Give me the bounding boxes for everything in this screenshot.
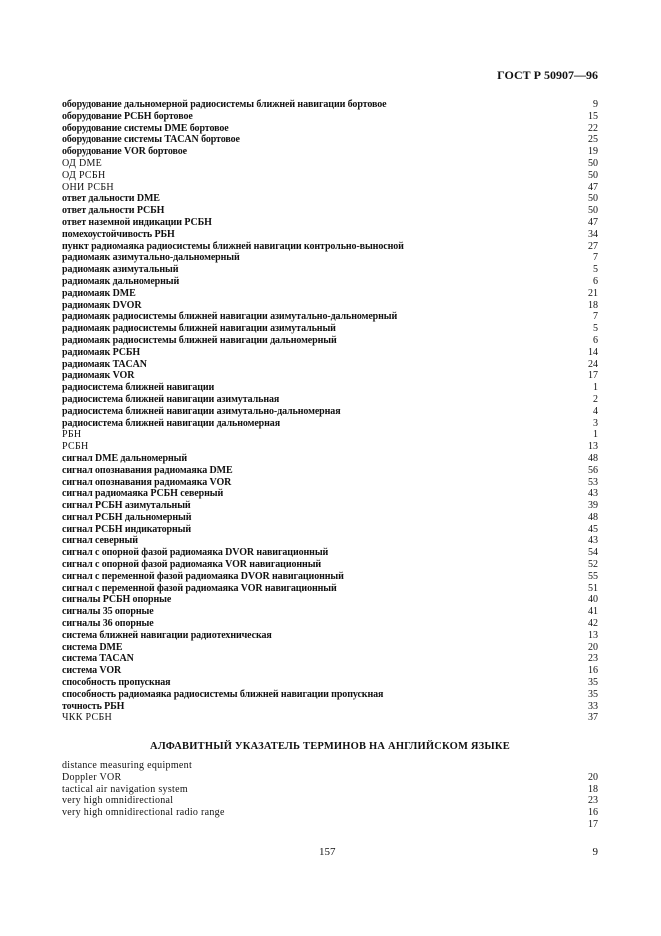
index-row	[62, 500, 598, 512]
document-code: ГОСТ Р 50907—96	[497, 68, 598, 82]
index-term: сигнал опознавания радиомаяка VOR	[62, 476, 232, 488]
index-term: радиомаяк РСБН	[62, 346, 141, 358]
index-number: 35	[588, 677, 598, 689]
index-number: 33	[588, 700, 598, 712]
index-number: 21	[588, 287, 598, 299]
index-row	[62, 535, 598, 547]
index-row	[62, 347, 598, 359]
index-row	[62, 323, 598, 335]
index-term: оборудование системы DME бортовое	[62, 122, 229, 134]
index-term: сигналы 36 опорные	[62, 618, 154, 630]
english-index-number: 20	[588, 771, 598, 783]
index-term: радиосистема ближней навигации дальномерная	[62, 417, 281, 429]
english-index-term: tactical air navigation system	[62, 783, 188, 795]
index-number: 1	[593, 429, 598, 441]
index-number: 43	[588, 535, 598, 547]
index-number: 22	[588, 122, 598, 134]
index-number: 7	[593, 252, 598, 264]
index-term: сигнал с опорной фазой радиомаяка DVOR навигационный	[62, 547, 329, 559]
index-number: 5	[593, 323, 598, 335]
index-term: способность пропускная	[62, 677, 171, 689]
index-number: 2	[593, 393, 598, 405]
english-index-row	[62, 807, 598, 819]
index-term: оборудование VOR бортовое	[62, 146, 187, 158]
index-term: способность радиомаяка радиосистемы ближней навигации пропускная	[62, 688, 384, 700]
index-row	[62, 606, 598, 618]
index-term: пункт радиомаяка радиосистемы ближней навигации контрольно-выносной	[62, 240, 404, 252]
index-row	[62, 594, 598, 606]
index-number: 3	[593, 417, 598, 429]
index-number: 19	[588, 146, 598, 158]
index-number: 20	[588, 641, 598, 653]
index-number: 48	[588, 452, 598, 464]
index-number: 40	[588, 594, 598, 606]
index-row	[62, 229, 598, 241]
index-term: сигнал радиомаяка РСБН северный	[62, 488, 224, 500]
index-number: 27	[588, 240, 598, 252]
index-number: 6	[593, 334, 598, 346]
index-number: 16	[588, 665, 598, 677]
index-number: 5	[593, 264, 598, 276]
index-term: система DME	[62, 641, 123, 653]
index-term: радиомаяк VOR	[62, 370, 135, 382]
index-row	[62, 488, 598, 500]
index-row	[62, 252, 598, 264]
index-number: 14	[588, 346, 598, 358]
index-row	[62, 288, 598, 300]
index-row	[62, 311, 598, 323]
index-row	[62, 359, 598, 371]
index-row	[62, 512, 598, 524]
index-row	[62, 370, 598, 382]
index-number: 50	[588, 169, 598, 181]
index-row	[62, 712, 598, 724]
index-number: 23	[588, 653, 598, 665]
index-number: 50	[588, 157, 598, 169]
english-index-term: very high omnidirectional	[62, 795, 174, 807]
index-number: 45	[588, 523, 598, 535]
english-index-row	[62, 819, 598, 831]
index-number: 34	[588, 228, 598, 240]
index-term: сигнал РСБН азимутальный	[62, 500, 191, 512]
index-row	[62, 406, 598, 418]
index-row	[62, 418, 598, 430]
index-row	[62, 689, 598, 701]
index-number: 1	[593, 382, 598, 394]
english-index-title: АЛФАВИТНЫЙ УКАЗАТЕЛЬ ТЕРМИНОВ НА АНГЛИЙСКОМ ЯЗЫКЕ	[150, 741, 510, 752]
index-row	[62, 559, 598, 571]
index-row	[62, 665, 598, 677]
index-number: 42	[588, 618, 598, 630]
index-term: оборудование РСБН бортовое	[62, 110, 193, 122]
index-number: 54	[588, 547, 598, 559]
index-row	[62, 134, 598, 146]
index-row	[62, 465, 598, 477]
index-term: радиомаяк DVOR	[62, 299, 142, 311]
index-number: 4	[593, 405, 598, 417]
english-index-number: 18	[588, 783, 598, 795]
index-number: 39	[588, 500, 598, 512]
index-term: сигнал опознавания радиомаяка DME	[62, 464, 233, 476]
index-row	[62, 276, 598, 288]
index-number: 18	[588, 299, 598, 311]
index-term: ответ дальности РСБН	[62, 205, 165, 217]
index-number: 51	[588, 582, 598, 594]
index-number: 35	[588, 688, 598, 700]
index-number: 50	[588, 193, 598, 205]
index-term: радиосистема ближней навигации азимутально-дальномерная	[62, 405, 341, 417]
index-term: оборудование дальномерной радиосистемы ближней навигации бортовое	[62, 99, 387, 110]
index-term: радиомаяк дальномерный	[62, 275, 180, 287]
index-number: 47	[588, 216, 598, 228]
index-row	[62, 618, 598, 630]
english-term-index	[62, 760, 598, 831]
index-row	[62, 217, 598, 229]
english-index-number: 23	[588, 795, 598, 807]
index-number: 7	[593, 311, 598, 323]
index-row	[62, 300, 598, 312]
index-row	[62, 146, 598, 158]
index-number: 53	[588, 476, 598, 488]
index-row	[62, 583, 598, 595]
index-term: радиосистема ближней навигации	[62, 382, 215, 394]
index-number: 43	[588, 488, 598, 500]
index-term: радиомаяк радиосистемы ближней навигации дальномерный	[62, 334, 337, 346]
index-term: система VOR	[62, 665, 122, 677]
index-row	[62, 453, 598, 465]
index-term: ОД DME	[62, 157, 103, 169]
index-term: сигнал с опорной фазой радиомаяка VOR навигационный	[62, 559, 322, 571]
index-term: радиомаяк радиосистемы ближней навигации азимутально-дальномерный	[62, 311, 398, 323]
index-row	[62, 701, 598, 713]
index-row	[62, 123, 598, 135]
index-row	[62, 335, 598, 347]
index-number: 17	[588, 370, 598, 382]
index-term: сигналы РСБН опорные	[62, 594, 172, 606]
index-number: 13	[588, 441, 598, 453]
index-term: радиомаяк DME	[62, 287, 136, 299]
index-term: сигнал DME дальномерный	[62, 452, 187, 464]
index-term: радиомаяк азимутальный	[62, 264, 179, 276]
index-term: ЧКК РСБН	[62, 712, 113, 724]
index-number: 13	[588, 629, 598, 641]
index-term: помехоустойчивость РБН	[62, 228, 175, 240]
index-row	[62, 111, 598, 123]
index-row	[62, 158, 598, 170]
index-row	[62, 547, 598, 559]
english-index-term: distance measuring equipment	[62, 760, 193, 771]
index-term: ответ дальности DME	[62, 193, 160, 205]
index-row	[62, 477, 598, 489]
index-number: 41	[588, 606, 598, 618]
index-number: 47	[588, 181, 598, 193]
index-term: ОНИ РСБН	[62, 181, 114, 193]
index-term: радиомаяк TACAN	[62, 358, 147, 370]
index-number: 55	[588, 570, 598, 582]
index-term: оборудование системы TACAN бортовое	[62, 134, 240, 146]
index-number: 24	[588, 358, 598, 370]
english-index-row	[62, 760, 598, 772]
index-number: 9	[593, 99, 598, 110]
index-row	[62, 630, 598, 642]
index-term: система ближней навигации радиотехническая	[62, 629, 272, 641]
index-term: сигнал РСБН дальномерный	[62, 511, 192, 523]
index-row	[62, 264, 598, 276]
index-row	[62, 182, 598, 194]
index-row	[62, 642, 598, 654]
english-index-row	[62, 772, 598, 784]
index-term: радиомаяк азимутально-дальномерный	[62, 252, 240, 264]
index-row	[62, 571, 598, 583]
index-row	[62, 394, 598, 406]
index-term: сигналы 35 опорные	[62, 606, 154, 618]
russian-term-index	[62, 99, 598, 724]
english-index-number: 17	[588, 818, 598, 830]
index-number: 37	[588, 712, 598, 724]
english-index-term: very high omnidirectional radio range	[62, 807, 225, 819]
english-index-number: 16	[588, 807, 598, 819]
index-term: РБН	[62, 429, 82, 441]
english-index-row	[62, 784, 598, 796]
index-row	[62, 524, 598, 536]
index-term: ОД РСБН	[62, 169, 106, 181]
english-index-term: Doppler VOR	[62, 771, 122, 783]
index-term: сигнал с переменной фазой радиомаяка DVOR навигационный	[62, 570, 344, 582]
index-number: 15	[588, 110, 598, 122]
index-term: РСБН	[62, 441, 89, 453]
index-row	[62, 170, 598, 182]
index-number: 25	[588, 134, 598, 146]
index-number: 6	[593, 275, 598, 287]
index-term: сигнал РСБН индикаторный	[62, 523, 192, 535]
index-number: 56	[588, 464, 598, 476]
index-number: 48	[588, 511, 598, 523]
english-index-row	[62, 795, 598, 807]
index-term: ответ наземной индикации РСБН	[62, 216, 212, 228]
index-term: система TACAN	[62, 653, 134, 665]
index-row	[62, 99, 598, 111]
sheet-number: 9	[592, 846, 598, 858]
page-number: 157	[319, 846, 336, 858]
index-term: радиомаяк радиосистемы ближней навигации азимутальный	[62, 323, 336, 335]
index-number: 50	[588, 205, 598, 217]
index-row	[62, 677, 598, 689]
index-row	[62, 382, 598, 394]
index-row	[62, 441, 598, 453]
index-row	[62, 429, 598, 441]
index-row	[62, 241, 598, 253]
index-term: сигнал с переменной фазой радиомаяка VOR навигационный	[62, 582, 337, 594]
index-term: сигнал северный	[62, 535, 138, 547]
index-term: точность РБН	[62, 700, 125, 712]
index-row	[62, 653, 598, 665]
index-row	[62, 205, 598, 217]
index-number: 52	[588, 559, 598, 571]
index-term: радиосистема ближней навигации азимутальная	[62, 393, 280, 405]
index-row	[62, 193, 598, 205]
